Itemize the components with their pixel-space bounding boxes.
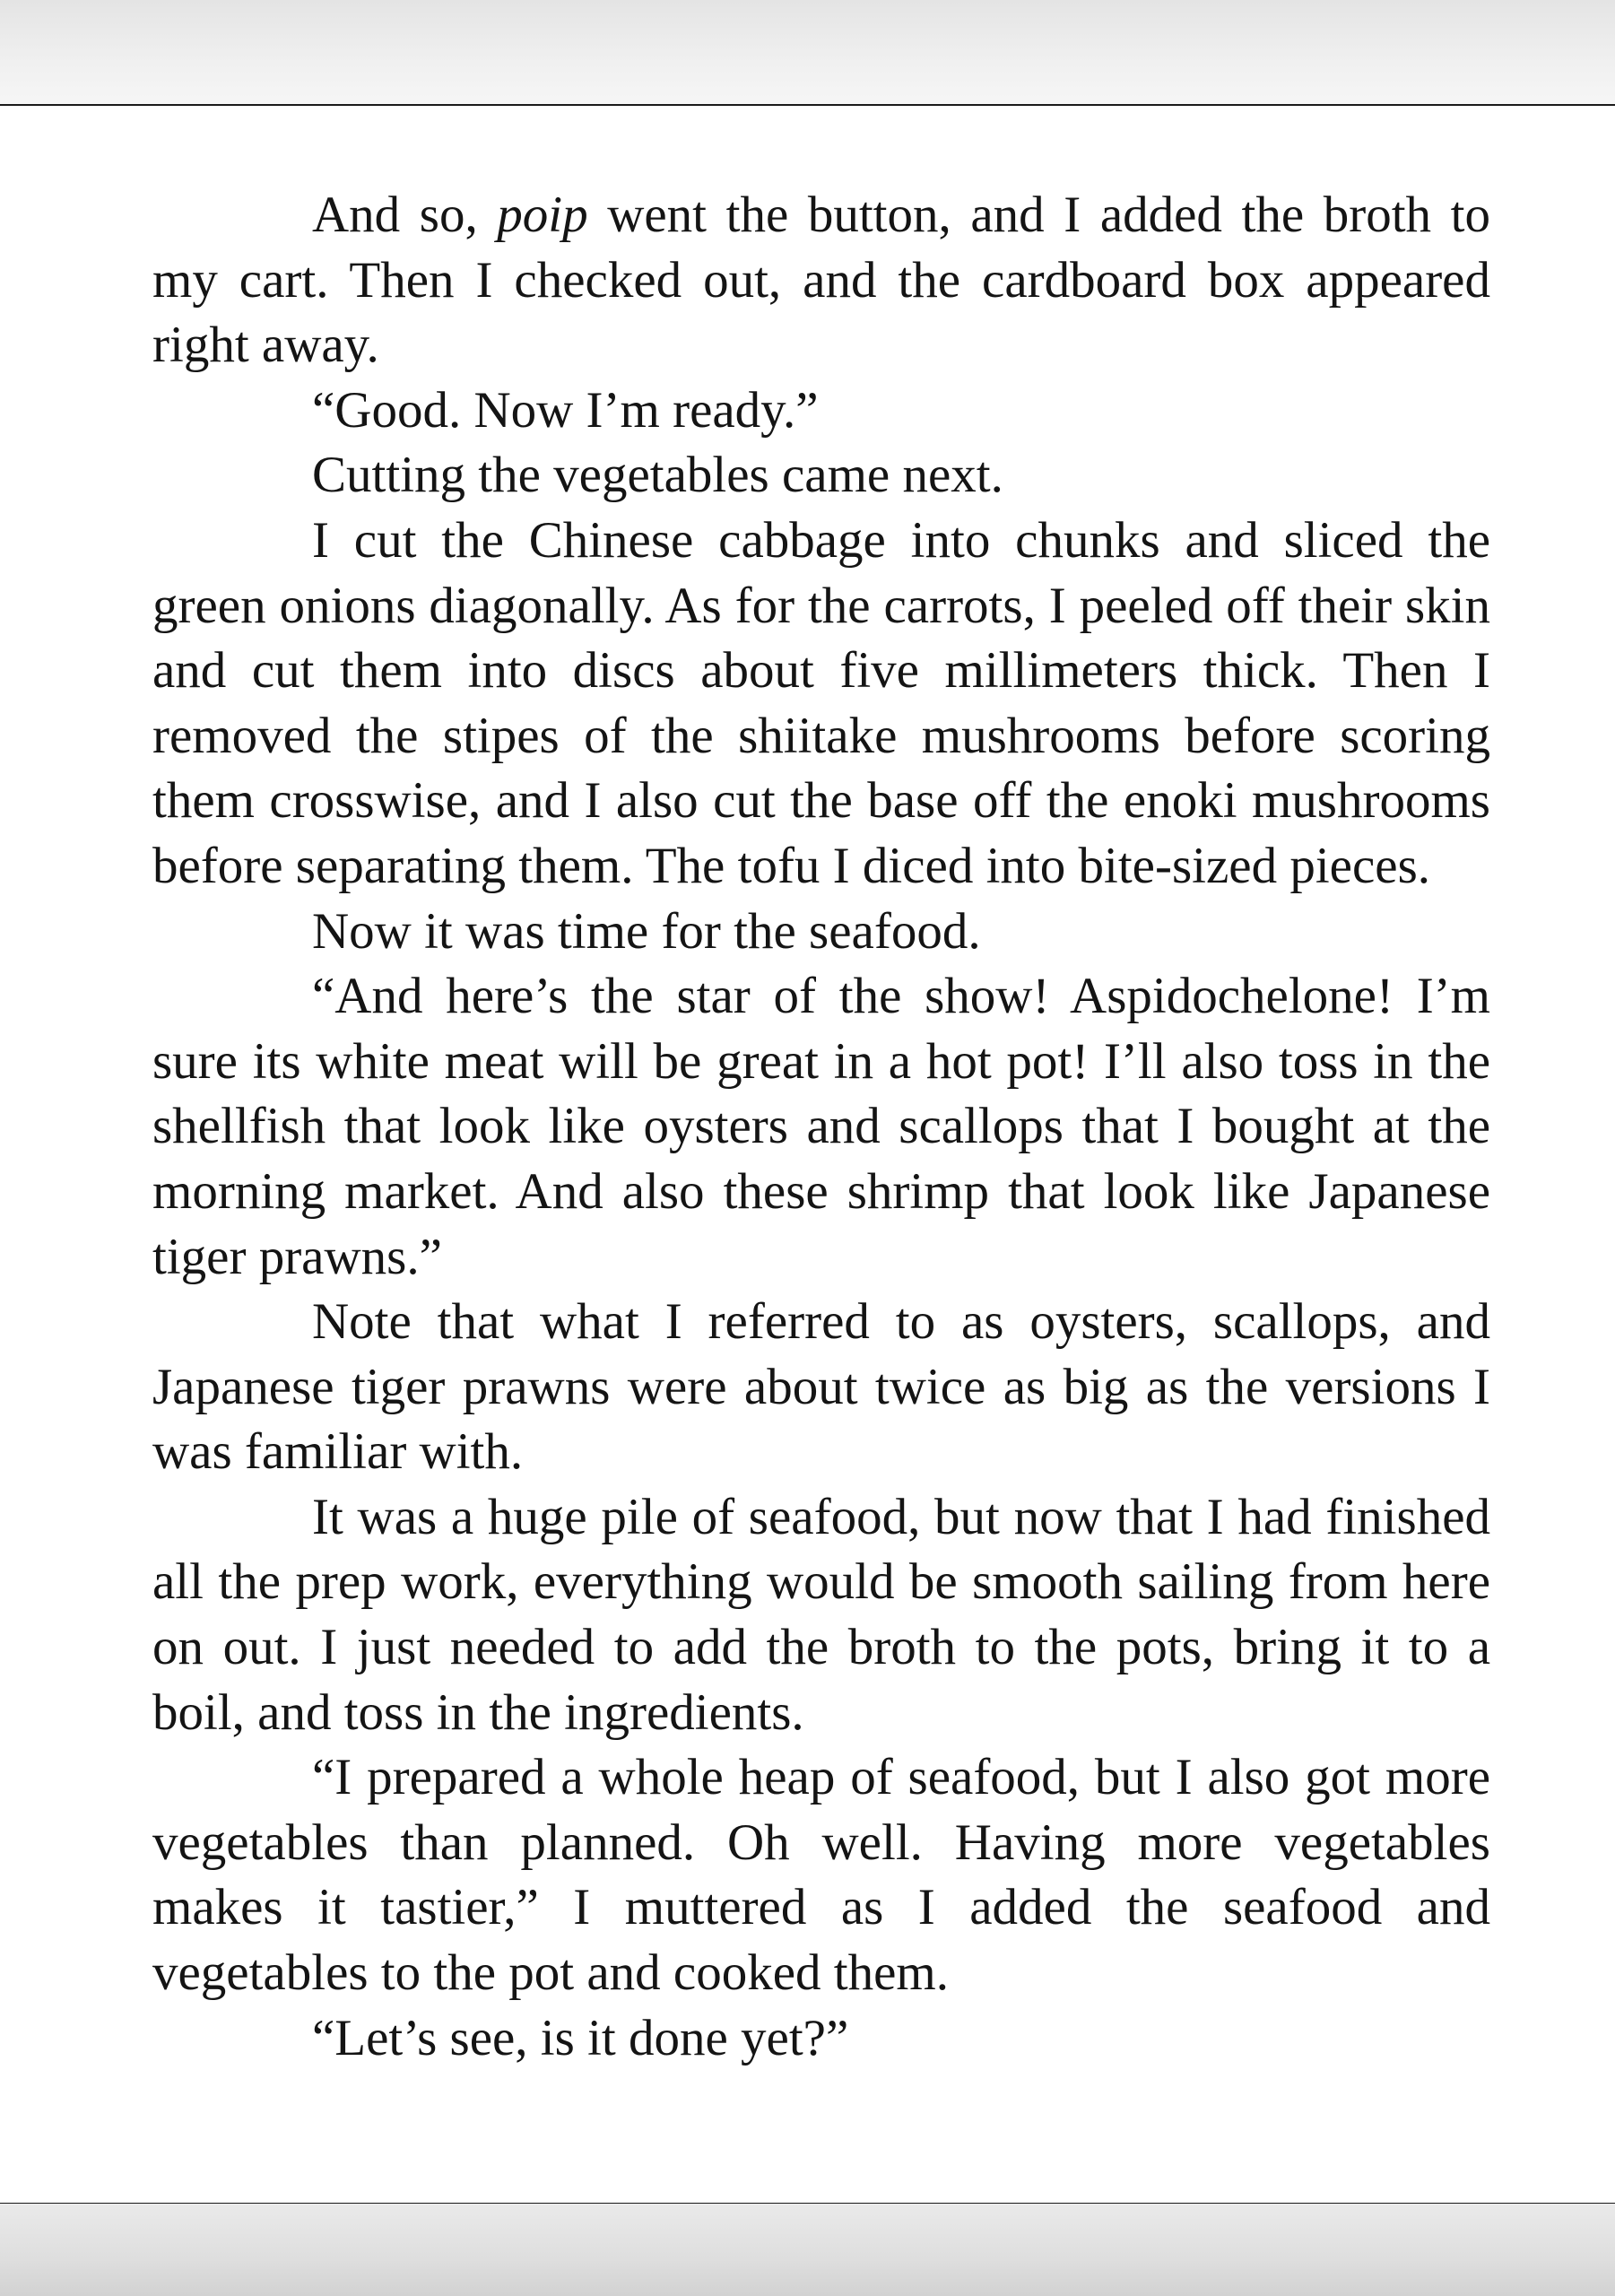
paragraph-2: “Good. Now I’m ready.”	[312, 381, 819, 439]
paragraph-1-lead: And so,	[312, 187, 498, 243]
paragraph-8: It was a huge pile of seafood, but now that I had finished all the prep work, everything would be smooth sailing from here on out. I just needed to add the broth to the pots, bring it to a boil, and toss in the ingredients.	[152, 1488, 1490, 1741]
paragraph-1-rest: went the button, and I added the broth to my cart. Then I checked out, and the cardboard box appeared right away.	[152, 187, 1490, 374]
paragraph-1-italic: poip	[497, 187, 588, 243]
paragraph-10: “Let’s see, is it done yet?”	[312, 2009, 849, 2066]
paragraph-3: Cutting the vegetables came next.	[312, 447, 1003, 504]
paragraph-4: I cut the Chinese cabbage into chunks and sliced the green onions diagonally. As for the carrots, I peeled off their skin and cut them into discs about five millimeters thick. Then I removed the stipes of the shiitake mushrooms before scoring them crosswise, and I also cut the base off the enoki mushrooms before separating them. The tofu I diced into bite-sized pieces.	[152, 511, 1490, 894]
text-block	[152, 183, 1490, 2071]
paragraph-7: Note that what I referred to as oysters, scallops, and Japanese tiger prawns were about twice as big as the versions I was familiar with.	[152, 1293, 1490, 1481]
paragraph-1	[152, 183, 1490, 378]
bottom-margin-background	[0, 2204, 1615, 2296]
paragraph-9: “I prepared a whole heap of seafood, but I also got more vegetables than planned. Oh well. Having more vegetables makes it tastier,” I muttered as I added the seafood and vegetables to the pot and cooked them.	[152, 1749, 1490, 2002]
top-margin-background	[0, 0, 1615, 105]
paragraph-5: Now it was time for the seafood.	[312, 902, 981, 960]
paragraph-6: “And here’s the star of the show! Aspidochelone! I’m sure its white meat will be great in a hot pot! I’ll also toss in the shellfish that look like oysters and scallops that I bought at the morning market. And also these shrimp that look like Japanese tiger prawns.”	[152, 968, 1490, 1285]
page-body	[0, 106, 1615, 2203]
